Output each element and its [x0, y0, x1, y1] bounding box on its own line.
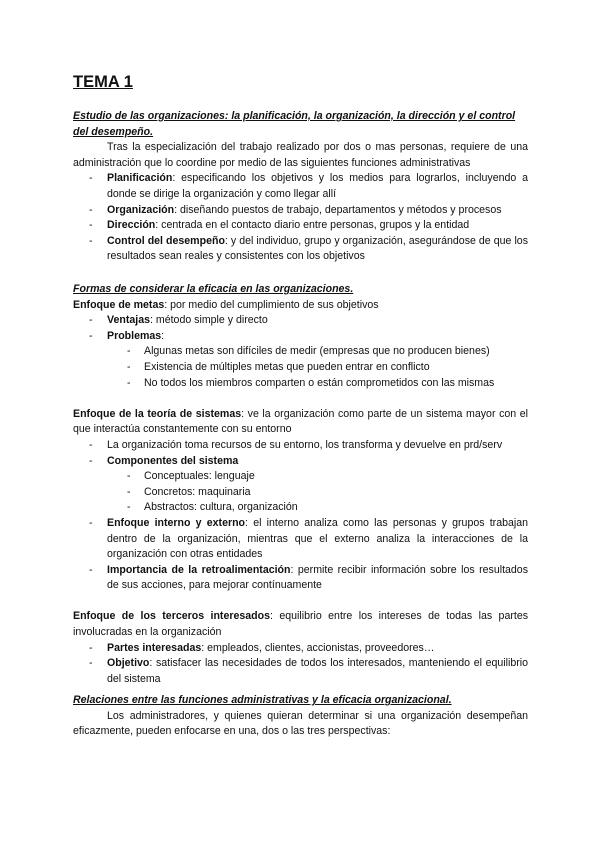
enfoque-sistemas	[73, 407, 528, 438]
sistemas-list-2	[73, 516, 528, 594]
item-term: Organización	[107, 203, 175, 216]
section-text: Los administradores, y quienes quieran determinar si una organización desempeñan eficazmente, pueden enfocarse en una, dos o las tres perspectivas:	[73, 709, 528, 738]
item-text: : el interno analiza como las personas y grupos trabajan dentro de la organización, mientras que el externo analiza la interacciones de la organización con otras entidades	[107, 516, 529, 561]
item-term: Enfoque interno y externo	[107, 516, 246, 529]
list-item: - Existencia de múltiples metas que pueden entrar en conflicto	[73, 360, 528, 376]
section-heading: Formas de considerar la eficacia en las organizaciones.	[73, 283, 354, 295]
item-text: : centrada en el contacto diario entre personas, grupos y la entidad	[155, 219, 470, 232]
list-item	[73, 171, 528, 202]
item-text: : diseñando puestos de trabajo, departamentos y métodos y procesos	[174, 203, 502, 216]
list-item	[73, 563, 528, 594]
item-term: Enfoque de la teoría de sistemas	[73, 407, 242, 420]
item-text: : satisfacer las necesidades de todos los interesados, manteniendo el equilibrio del sistema	[107, 657, 528, 685]
list-item: - No todos los miembros comparten o están comprometidos con las mismas	[73, 376, 528, 392]
item-term: Objetivo	[107, 657, 150, 670]
item-text: : método simple y directo	[150, 314, 268, 327]
item-term: Importancia de la retroalimentación	[107, 563, 291, 576]
sistemas-list	[73, 438, 528, 469]
list-item	[73, 516, 528, 563]
item-term: Ventajas	[107, 314, 150, 327]
item-term: Planificación	[107, 172, 173, 185]
item-text: : y del individuo, grupo y organización, asegurándose de que los resultados sean reales y consistentes con los objetivos	[107, 234, 528, 263]
item-text: : permite recibir información sobre los resultados de sus acciones, para mejorar contínuamente	[107, 563, 529, 592]
list-item	[73, 329, 528, 345]
list-item: - Concretos: maquinaria	[73, 485, 528, 501]
problemas-list	[73, 344, 528, 391]
item-text: : especificando los objetivos y los medios para lograrlos, incluyendo a donde se dirige la organización y como llegar allí	[107, 172, 528, 200]
list-item	[73, 641, 528, 657]
functions-list	[73, 171, 528, 265]
componentes-list	[73, 469, 528, 516]
section-formas-eficacia	[73, 282, 528, 687]
section-intro: Tras la especialización del trabajo realizado por dos o mas personas, requiere de una administración que lo coordine por medio de las siguientes funciones administrativas	[73, 141, 528, 169]
item-text: :	[161, 329, 165, 342]
list-item: - Conceptuales: lenguaje	[73, 469, 528, 485]
terceros-list	[73, 641, 528, 688]
item-term: Partes interesadas	[107, 641, 202, 654]
section-heading: Relaciones entre las funciones administrativas y la eficacia organizacional.	[73, 694, 452, 706]
item-text: : equilibrio entre los intereses de todas las partes involucradas en la organización	[73, 610, 529, 639]
item-term: Dirección	[107, 219, 156, 232]
page-title: TEMA 1	[73, 73, 133, 91]
item-term: Enfoque de metas	[73, 298, 165, 311]
metas-list	[73, 313, 528, 344]
list-item: - La organización toma recursos de su entorno, los transforma y devuelve en prd/serv	[73, 438, 528, 454]
item-text: : ve la organización como parte de un sistema mayor con el que interactúa constantemente con su entorno	[73, 407, 528, 436]
list-item	[73, 234, 528, 265]
item-text: : empleados, clientes, accionistas, proveedores…	[201, 641, 435, 654]
section-relaciones	[73, 693, 528, 740]
section-estudio-organizaciones	[73, 109, 528, 265]
list-item	[73, 203, 528, 219]
section-heading: Estudio de las organizaciones: la planificación, la organización, la dirección y el control del desempeño.	[73, 110, 516, 138]
enfoque-terceros	[73, 609, 528, 640]
list-item	[73, 454, 528, 470]
list-item	[73, 656, 528, 687]
item-term: Enfoque de los terceros interesados	[73, 610, 270, 623]
enfoque-metas	[73, 298, 528, 314]
list-item: - Abstractos: cultura, organización	[73, 500, 528, 516]
list-item: - Algunas metas son difíciles de medir (empresas que no producen bienes)	[73, 344, 528, 360]
list-item	[73, 218, 528, 234]
item-term: Componentes del sistema	[107, 454, 239, 467]
item-term: Problemas	[107, 329, 162, 342]
item-term: Control del desempeño	[107, 234, 225, 247]
list-item	[73, 313, 528, 329]
item-text: : por medio del cumplimiento de sus objetivos	[164, 298, 379, 311]
